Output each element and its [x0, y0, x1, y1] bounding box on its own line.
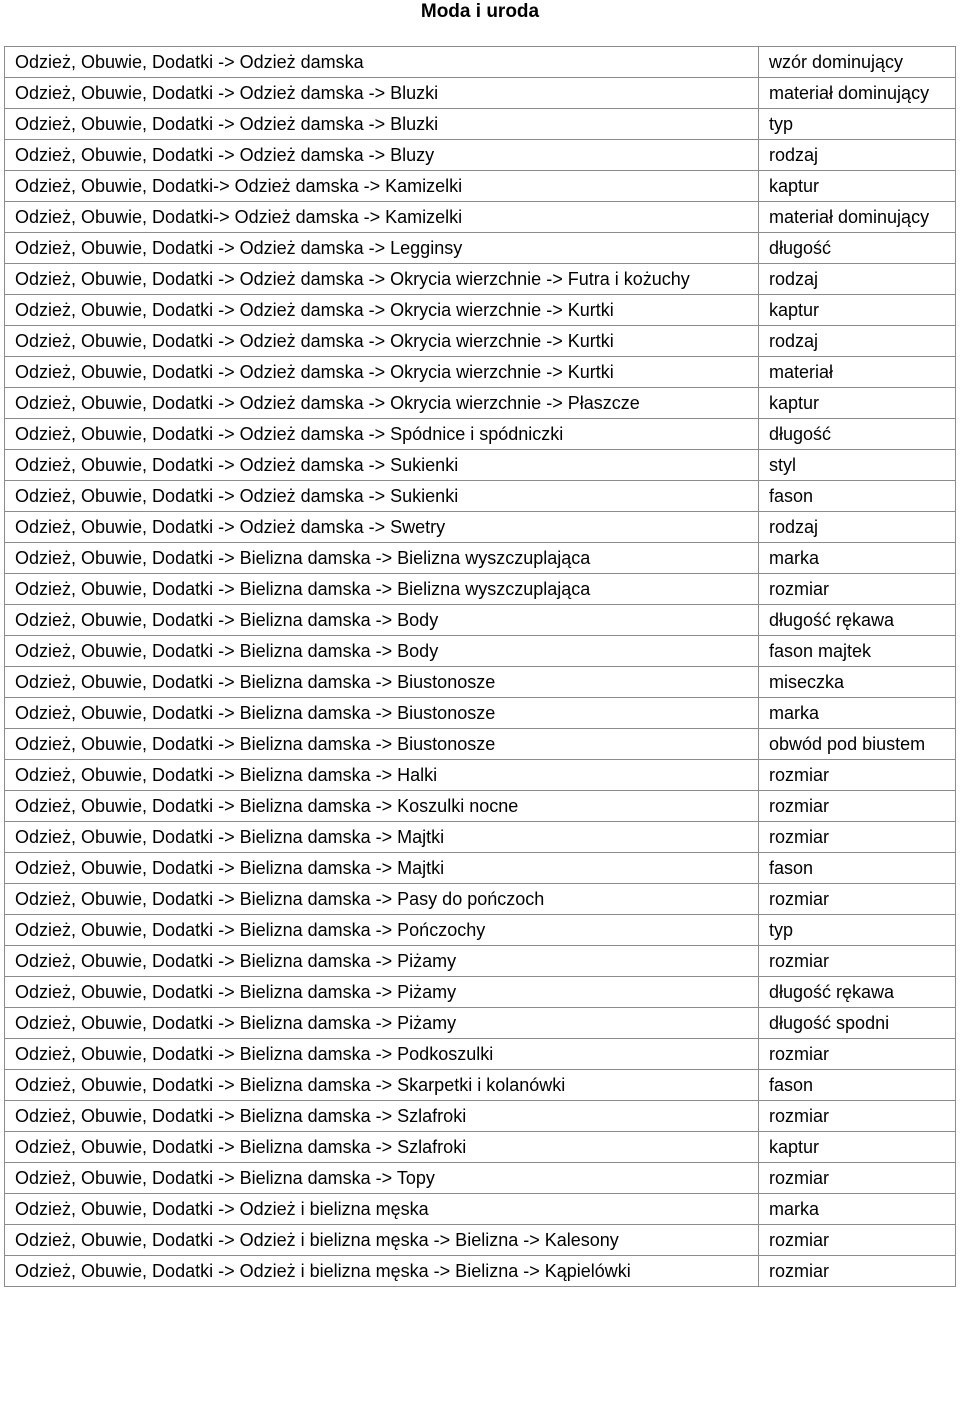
- attribute-cell: rodzaj: [759, 512, 956, 543]
- table-row: [5, 388, 956, 419]
- attribute-cell: rozmiar: [759, 760, 956, 791]
- table-row: [5, 109, 956, 140]
- attribute-cell: rozmiar: [759, 1163, 956, 1194]
- table-row: [5, 357, 956, 388]
- attribute-cell: długość rękawa: [759, 977, 956, 1008]
- category-path-cell: Odzież, Obuwie, Dodatki -> Bielizna damska -> Pasy do pończoch: [5, 884, 759, 915]
- table-row: [5, 729, 956, 760]
- attribute-cell: rozmiar: [759, 1101, 956, 1132]
- table-row: [5, 481, 956, 512]
- category-path-cell: Odzież, Obuwie, Dodatki -> Bielizna damska -> Majtki: [5, 822, 759, 853]
- table-row: [5, 977, 956, 1008]
- attribute-cell: marka: [759, 1194, 956, 1225]
- attribute-cell: materiał: [759, 357, 956, 388]
- table-row: [5, 1225, 956, 1256]
- table-row: [5, 698, 956, 729]
- category-attribute-table: [4, 46, 956, 1287]
- category-path-cell: Odzież, Obuwie, Dodatki -> Odzież damska -> Okrycia wierzchnie -> Futra i kożuchy: [5, 264, 759, 295]
- table-row: [5, 946, 956, 977]
- attribute-cell: długość spodni: [759, 1008, 956, 1039]
- attribute-cell: wzór dominujący: [759, 47, 956, 78]
- category-path-cell: Odzież, Obuwie, Dodatki-> Odzież damska -> Kamizelki: [5, 202, 759, 233]
- category-path-cell: Odzież, Obuwie, Dodatki -> Bielizna damska -> Skarpetki i kolanówki: [5, 1070, 759, 1101]
- table-row: [5, 171, 956, 202]
- table-row: [5, 202, 956, 233]
- attribute-cell: rozmiar: [759, 946, 956, 977]
- table-row: [5, 667, 956, 698]
- category-path-cell: Odzież, Obuwie, Dodatki -> Bielizna damska -> Koszulki nocne: [5, 791, 759, 822]
- attribute-cell: fason: [759, 1070, 956, 1101]
- category-path-cell: Odzież, Obuwie, Dodatki -> Bielizna damska -> Halki: [5, 760, 759, 791]
- table-row: [5, 78, 956, 109]
- attribute-cell: marka: [759, 543, 956, 574]
- table-row: [5, 233, 956, 264]
- category-path-cell: Odzież, Obuwie, Dodatki -> Odzież damska: [5, 47, 759, 78]
- attribute-cell: długość: [759, 233, 956, 264]
- attribute-cell: długość: [759, 419, 956, 450]
- attribute-cell: rozmiar: [759, 1039, 956, 1070]
- table-row: [5, 760, 956, 791]
- table-row: [5, 636, 956, 667]
- attribute-cell: materiał dominujący: [759, 78, 956, 109]
- table-row: [5, 1163, 956, 1194]
- table-row: [5, 1132, 956, 1163]
- table-row: [5, 1008, 956, 1039]
- table-row: [5, 1256, 956, 1287]
- attribute-cell: rozmiar: [759, 884, 956, 915]
- attribute-cell: rozmiar: [759, 791, 956, 822]
- category-path-cell: Odzież, Obuwie, Dodatki -> Odzież damska -> Spódnice i spódniczki: [5, 419, 759, 450]
- table-row: [5, 1070, 956, 1101]
- category-path-cell: Odzież, Obuwie, Dodatki -> Odzież damska -> Bluzki: [5, 78, 759, 109]
- table-row: [5, 543, 956, 574]
- table-row: [5, 884, 956, 915]
- category-path-cell: Odzież, Obuwie, Dodatki -> Odzież i bielizna męska: [5, 1194, 759, 1225]
- table-row: [5, 1039, 956, 1070]
- attribute-cell: rozmiar: [759, 822, 956, 853]
- attribute-cell: rodzaj: [759, 264, 956, 295]
- attribute-cell: długość rękawa: [759, 605, 956, 636]
- category-path-cell: Odzież, Obuwie, Dodatki -> Bielizna damska -> Pończochy: [5, 915, 759, 946]
- table-row: [5, 264, 956, 295]
- category-path-cell: Odzież, Obuwie, Dodatki -> Bielizna damska -> Biustonosze: [5, 698, 759, 729]
- attribute-cell: typ: [759, 915, 956, 946]
- category-path-cell: Odzież, Obuwie, Dodatki -> Bielizna damska -> Biustonosze: [5, 729, 759, 760]
- category-path-cell: Odzież, Obuwie, Dodatki -> Bielizna damska -> Body: [5, 605, 759, 636]
- attribute-cell: kaptur: [759, 171, 956, 202]
- attribute-cell: styl: [759, 450, 956, 481]
- category-path-cell: Odzież, Obuwie, Dodatki -> Odzież damska -> Legginsy: [5, 233, 759, 264]
- attribute-cell: typ: [759, 109, 956, 140]
- category-path-cell: Odzież, Obuwie, Dodatki -> Bielizna damska -> Bielizna wyszczuplająca: [5, 574, 759, 605]
- attribute-cell: kaptur: [759, 295, 956, 326]
- table-row: [5, 605, 956, 636]
- attribute-cell: rozmiar: [759, 574, 956, 605]
- table-row: [5, 295, 956, 326]
- table-body: [5, 47, 956, 1287]
- category-path-cell: Odzież, Obuwie, Dodatki -> Bielizna damska -> Podkoszulki: [5, 1039, 759, 1070]
- category-path-cell: Odzież, Obuwie, Dodatki -> Odzież damska -> Bluzy: [5, 140, 759, 171]
- attribute-cell: fason: [759, 481, 956, 512]
- category-path-cell: Odzież, Obuwie, Dodatki -> Bielizna damska -> Piżamy: [5, 1008, 759, 1039]
- attribute-cell: kaptur: [759, 1132, 956, 1163]
- table-row: [5, 915, 956, 946]
- table-row: [5, 512, 956, 543]
- attribute-cell: rodzaj: [759, 140, 956, 171]
- table-row: [5, 419, 956, 450]
- category-path-cell: Odzież, Obuwie, Dodatki -> Odzież damska -> Okrycia wierzchnie -> Kurtki: [5, 295, 759, 326]
- category-path-cell: Odzież, Obuwie, Dodatki -> Bielizna damska -> Piżamy: [5, 977, 759, 1008]
- category-path-cell: Odzież, Obuwie, Dodatki -> Odzież damska -> Sukienki: [5, 481, 759, 512]
- category-path-cell: Odzież, Obuwie, Dodatki -> Bielizna damska -> Topy: [5, 1163, 759, 1194]
- attribute-cell: obwód pod biustem: [759, 729, 956, 760]
- category-path-cell: Odzież, Obuwie, Dodatki -> Odzież damska -> Bluzki: [5, 109, 759, 140]
- category-path-cell: Odzież, Obuwie, Dodatki -> Bielizna damska -> Body: [5, 636, 759, 667]
- category-path-cell: Odzież, Obuwie, Dodatki -> Bielizna damska -> Bielizna wyszczuplająca: [5, 543, 759, 574]
- attribute-cell: miseczka: [759, 667, 956, 698]
- attribute-cell: rozmiar: [759, 1256, 956, 1287]
- attribute-cell: rozmiar: [759, 1225, 956, 1256]
- category-path-cell: Odzież, Obuwie, Dodatki -> Bielizna damska -> Piżamy: [5, 946, 759, 977]
- category-path-cell: Odzież, Obuwie, Dodatki -> Odzież damska -> Sukienki: [5, 450, 759, 481]
- category-path-cell: Odzież, Obuwie, Dodatki -> Odzież i bielizna męska -> Bielizna -> Kąpielówki: [5, 1256, 759, 1287]
- category-path-cell: Odzież, Obuwie, Dodatki -> Odzież i bielizna męska -> Bielizna -> Kalesony: [5, 1225, 759, 1256]
- table-row: [5, 47, 956, 78]
- attribute-cell: kaptur: [759, 388, 956, 419]
- table-row: [5, 791, 956, 822]
- table-row: [5, 1101, 956, 1132]
- table-row: [5, 326, 956, 357]
- attribute-cell: materiał dominujący: [759, 202, 956, 233]
- page-title: Moda i uroda: [420, 1, 540, 22]
- category-path-cell: Odzież, Obuwie, Dodatki -> Bielizna damska -> Majtki: [5, 853, 759, 884]
- attribute-cell: fason majtek: [759, 636, 956, 667]
- table-row: [5, 822, 956, 853]
- attribute-cell: marka: [759, 698, 956, 729]
- table-row: [5, 1194, 956, 1225]
- category-path-cell: Odzież, Obuwie, Dodatki -> Bielizna damska -> Szlafroki: [5, 1101, 759, 1132]
- category-path-cell: Odzież, Obuwie, Dodatki -> Bielizna damska -> Szlafroki: [5, 1132, 759, 1163]
- category-path-cell: Odzież, Obuwie, Dodatki -> Odzież damska -> Okrycia wierzchnie -> Płaszcze: [5, 388, 759, 419]
- category-path-cell: Odzież, Obuwie, Dodatki -> Odzież damska -> Okrycia wierzchnie -> Kurtki: [5, 357, 759, 388]
- table-row: [5, 140, 956, 171]
- table-row: [5, 853, 956, 884]
- category-path-cell: Odzież, Obuwie, Dodatki -> Odzież damska -> Okrycia wierzchnie -> Kurtki: [5, 326, 759, 357]
- attribute-cell: rodzaj: [759, 326, 956, 357]
- table-row: [5, 574, 956, 605]
- category-path-cell: Odzież, Obuwie, Dodatki -> Odzież damska -> Swetry: [5, 512, 759, 543]
- attribute-cell: fason: [759, 853, 956, 884]
- category-path-cell: Odzież, Obuwie, Dodatki-> Odzież damska -> Kamizelki: [5, 171, 759, 202]
- category-path-cell: Odzież, Obuwie, Dodatki -> Bielizna damska -> Biustonosze: [5, 667, 759, 698]
- table-row: [5, 450, 956, 481]
